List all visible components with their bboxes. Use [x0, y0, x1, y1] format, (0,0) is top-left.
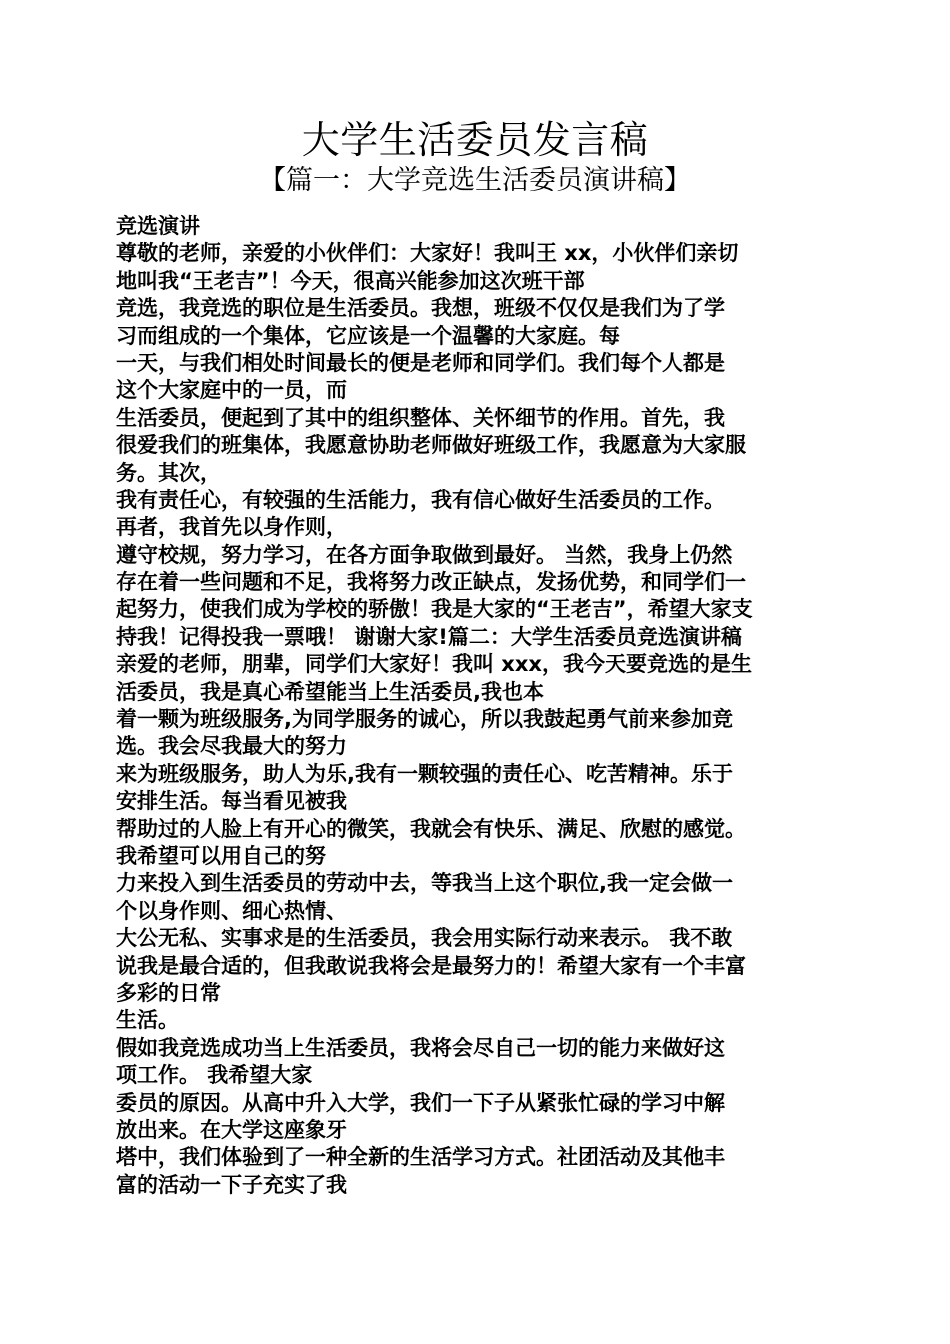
body-text-line: 亲爱的老师，朋辈，同学们大家好！我叫 xxx，我今天要竞选的是生	[116, 652, 752, 677]
body-text-line: 来为班级服务，助人为乐,我有一颗较强的责任心、吃苦精神。乐于	[116, 761, 733, 786]
body-text-line: 持我！记得投我一票哦！ 谢谢大家!篇二：大学生活委员竞选演讲稿	[116, 624, 742, 649]
body-text-line: 务。其次，	[116, 460, 221, 485]
body-text-line: 我希望可以用自己的努	[116, 843, 326, 868]
body-text-line: 帮助过的人脸上有开心的微笑，我就会有快乐、满足、欣慰的感觉。	[116, 816, 746, 841]
body-text-line: 存在着一些问题和不足，我将努力改正缺点，发扬优势，和同学们一	[116, 570, 746, 595]
body-text-line: 大公无私、实事求是的生活委员，我会用实际行动来表示。 我不敢	[116, 926, 733, 951]
body-text-line: 项工作。 我希望大家	[116, 1063, 313, 1088]
body-text-line: 多彩的日常	[116, 980, 221, 1005]
document-title: 大学生活委员发言稿	[301, 118, 649, 162]
body-text-line: 生活委员，便起到了其中的组织整体、关怀细节的作用。首先，我	[116, 405, 725, 430]
body-text-line: 竞选演讲	[116, 214, 200, 238]
body-text-line: 起努力，使我们成为学校的骄傲！我是大家的“王老吉”，希望大家支	[116, 597, 753, 622]
body-text-line: 委员的原因。从高中升入大学，我们一下子从紧张忙碌的学习中解	[116, 1090, 725, 1115]
body-text-line: 富的活动一下子充实了我	[116, 1172, 347, 1197]
body-text-line: 说我是最合适的，但我敢说我将会是最努力的！希望大家有一个丰富	[116, 953, 746, 978]
body-text-line: 一天，与我们相处时间最长的便是老师和同学们。我们每个人都是	[116, 350, 725, 375]
body-text-line: 个以身作则、细心热情、	[116, 898, 347, 923]
body-text-line: 力来投入到生活委员的劳动中去，等我当上这个职位,我一定会做一	[116, 871, 733, 896]
body-text-line: 着一颗为班级服务,为同学服务的诚心，所以我鼓起勇气前来参加竞	[116, 707, 733, 732]
document-body	[116, 213, 836, 1199]
body-text-line: 塔中，我们体验到了一种全新的生活学习方式。社团活动及其他丰	[116, 1145, 725, 1170]
body-text-line: 放出来。在大学这座象牙	[116, 1117, 347, 1142]
body-text-line: 地叫我“王老吉”！今天，很高兴能参加这次班干部	[116, 268, 585, 293]
body-text-line: 生活。	[116, 1008, 179, 1033]
body-text-line: 我有责任心，有较强的生活能力，我有信心做好生活委员的工作。	[116, 487, 725, 512]
body-text-line: 遵守校规，努力学习，在各方面争取做到最好。 当然，我身上仍然	[116, 542, 733, 567]
body-text-line: 假如我竞选成功当上生活委员，我将会尽自己一切的能力来做好这	[116, 1035, 725, 1060]
body-text-line: 再者，我首先以身作则，	[116, 515, 347, 540]
body-text-line: 这个大家庭中的一员，而	[116, 378, 347, 403]
body-text-line: 安排生活。每当看见被我	[116, 789, 347, 814]
document-subtitle: 【篇一：大学竞选生活委员演讲稿】	[259, 165, 691, 196]
body-text-line: 选。我会尽我最大的努力	[116, 734, 347, 759]
body-text-line: 习而组成的一个集体，它应该是一个温馨的大家庭。每	[116, 323, 620, 348]
body-text-line: 活委员，我是真心希望能当上生活委员,我也本	[116, 679, 544, 704]
body-text-line: 竞选，我竞选的职位是生活委员。我想，班级不仅仅是我们为了学	[116, 296, 725, 321]
body-text-line: 很爱我们的班集体，我愿意协助老师做好班级工作，我愿意为大家服	[116, 433, 746, 458]
body-text-line: 尊敬的老师，亲爱的小伙伴们：大家好！我叫王 xx，小伙伴们亲切	[116, 241, 739, 266]
